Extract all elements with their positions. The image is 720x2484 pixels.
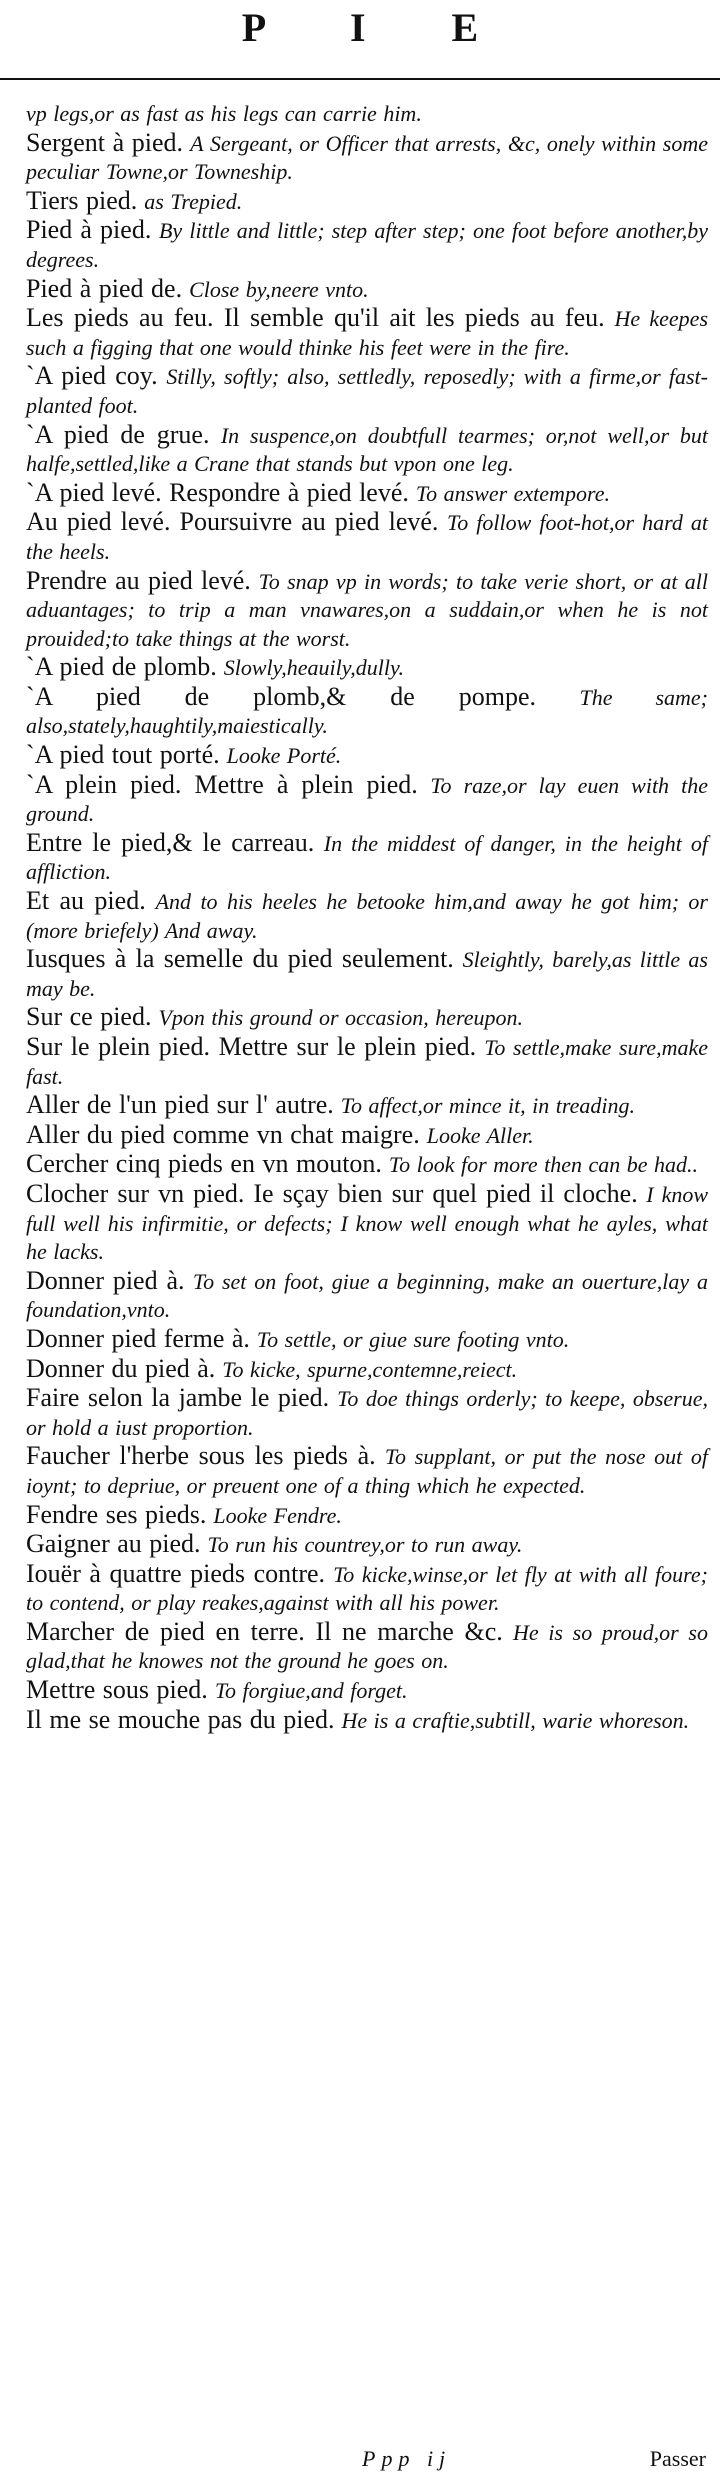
french-headword: Au pied levé. Poursuivre au pied levé.	[26, 507, 439, 537]
dictionary-entry	[26, 304, 708, 362]
dictionary-entry	[26, 129, 708, 187]
page-header	[0, 0, 720, 78]
english-definition: Slowly,heauily,dully.	[223, 655, 405, 681]
english-definition: To run his countrey,or to run away.	[207, 1532, 523, 1558]
english-definition: He is so proud,or so glad,that he knowes not the ground he goes on.	[26, 1619, 708, 1674]
french-headword: Aller du pied comme vn chat maigre.	[26, 1119, 420, 1149]
french-headword: Donner pied ferme à.	[26, 1323, 250, 1353]
french-headword: Pied à pied.	[26, 215, 152, 245]
dictionary-entry	[26, 1355, 708, 1385]
french-headword: `A pied coy.	[26, 361, 158, 391]
french-headword: Sur ce pied.	[26, 1002, 152, 1032]
french-headword: Iouër à quattre pieds contre.	[26, 1558, 326, 1588]
dictionary-entry	[26, 945, 708, 1003]
english-definition: He is a craftie,subtill, warie whoreson.	[341, 1707, 690, 1733]
page-footer	[0, 2446, 720, 2482]
english-definition: To raze,or lay euen with the ground.	[26, 772, 709, 827]
header-rule	[0, 78, 720, 80]
dictionary-entry	[26, 1442, 708, 1500]
dictionary-entry	[26, 508, 708, 566]
french-headword: Il me se mouche pas du pied.	[26, 1704, 335, 1734]
dictionary-entry	[26, 771, 708, 829]
english-definition: To settle, or giue sure footing vnto.	[256, 1326, 570, 1352]
english-definition: To set on foot, giue a beginning, make an ouerture,lay a foundation,vnto.	[26, 1268, 709, 1323]
french-headword: `A pied de grue.	[26, 419, 210, 449]
dictionary-entry	[26, 1003, 708, 1033]
english-definition: To affect,or mince it, in treading.	[340, 1093, 636, 1119]
french-headword: Donner pied à.	[26, 1265, 185, 1295]
french-headword: `A pied de plomb,& de pompe.	[26, 681, 537, 711]
english-definition: And to his heeles he betooke him,and away he got him; or (more briefely) And away.	[26, 889, 708, 943]
french-headword: Clocher sur vn pied. Ie sçay bien sur quel pied il cloche.	[26, 1178, 638, 1208]
running-head: P I E	[241, 5, 517, 50]
english-definition: To follow foot-hot,or hard at the heels.	[26, 510, 709, 564]
english-definition: Vpon this ground or occasion, hereupon.	[158, 1005, 523, 1031]
dictionary-entry	[26, 1091, 708, 1121]
dictionary-entry	[26, 1530, 708, 1560]
dictionary-entry	[26, 1121, 708, 1151]
french-headword: Sergent à pied.	[26, 127, 184, 157]
english-definition: To look for more then can be had..	[388, 1152, 698, 1178]
dictionary-entry	[26, 653, 708, 683]
french-headword: Gaigner au pied.	[26, 1529, 201, 1559]
french-headword: Et au pied.	[26, 886, 146, 916]
dictionary-entry	[26, 741, 708, 771]
english-definition: A Sergeant, or Officer that arrests, &c, onely within some peculiar Towne,or Towneship.	[26, 130, 708, 185]
english-definition: Looke Porté.	[226, 743, 342, 769]
dictionary-entry	[26, 1150, 708, 1180]
dictionary-entry	[26, 683, 708, 741]
dictionary-entry	[26, 829, 708, 887]
french-headword: Pied à pied de.	[26, 273, 183, 303]
english-definition: vp legs,or as fast as his legs can carrie him.	[26, 101, 422, 126]
english-definition: To kicke, spurne,contemne,reiect.	[222, 1356, 518, 1382]
dictionary-entry	[26, 1384, 708, 1442]
french-headword: Marcher de pied en terre. Il ne marche &c.	[26, 1616, 503, 1646]
dictionary-entry	[26, 1501, 708, 1531]
signature-mark: Ppp ij	[362, 2446, 452, 2471]
english-definition: To supplant, or put the nose out of ioynt; to depriue, or preuent one of a thing which he expected.	[26, 1444, 708, 1498]
dictionary-entry	[26, 479, 708, 509]
french-headword: `A plein pied. Mettre à plein pied.	[26, 769, 418, 799]
dictionary-entry	[26, 362, 708, 420]
english-definition: To snap vp in words; to take verie short, or at all aduantages; to trip a man vnawares,on a suddain,or when he is not prouided;to take things at the worst.	[26, 568, 708, 651]
catchword: Passer	[649, 2446, 706, 2471]
french-headword: Entre le pied,& le carreau.	[26, 827, 315, 857]
english-definition: To settle,make sure,make fast.	[26, 1035, 708, 1089]
french-headword: `A pied de plomb.	[26, 652, 217, 682]
french-headword: Tiers pied.	[26, 185, 138, 215]
dictionary-entry	[26, 1676, 708, 1706]
english-definition: To answer extempore.	[415, 480, 610, 506]
dictionary-entry	[26, 1033, 708, 1091]
english-definition: By little and little; step after step; one foot before another,by degrees.	[26, 218, 709, 272]
english-definition: Looke Aller.	[426, 1122, 534, 1148]
english-definition: Stilly, softly; also, settledly, reposedly; with a firme,or fast-planted foot.	[26, 364, 708, 418]
dictionary-column	[26, 100, 708, 1735]
dictionary-entry	[26, 1560, 708, 1618]
french-headword: Cercher cinq pieds en vn mouton.	[26, 1149, 382, 1179]
french-headword: Donner du pied à.	[26, 1353, 216, 1383]
english-definition: Close by,neere vnto.	[189, 276, 369, 302]
french-headword: Faucher l'herbe sous les pieds à.	[26, 1441, 376, 1471]
dictionary-entry	[26, 887, 708, 945]
english-definition: He keepes such a figging that one would thinke his feet were in the fire.	[26, 306, 709, 360]
french-headword: Fendre ses pieds.	[26, 1499, 207, 1529]
french-headword: Iusques à la semelle du pied seulement.	[26, 944, 454, 974]
french-headword: `A pied levé. Respondre à pied levé.	[26, 477, 409, 507]
english-definition: The same; also,stately,haughtily,maiestically.	[26, 684, 708, 739]
dictionary-entry	[26, 1706, 708, 1736]
dictionary-entry	[26, 1180, 708, 1267]
english-definition: I know full well his infirmitie, or defects; I know well enough what he ayles, what he lacks.	[26, 1181, 709, 1265]
dictionary-entry	[26, 1267, 708, 1325]
french-headword: `A pied tout porté.	[26, 740, 220, 770]
french-headword: Les pieds au feu. Il semble qu'il ait les pieds au feu.	[26, 303, 605, 333]
dictionary-entry	[26, 1618, 708, 1676]
dictionary-entry	[26, 1325, 708, 1355]
english-definition: To kicke,winse,or let fly at with all foure; to contend, or play reakes,against with all his power.	[26, 1561, 708, 1616]
english-definition: Looke Fendre.	[213, 1502, 342, 1528]
english-definition: In suspence,on doubtfull tearmes; or,not well,or but halfe,settled,like a Crane that stands but vpon one leg.	[26, 422, 708, 477]
dictionary-entry	[26, 275, 708, 305]
french-headword: Faire selon la jambe le pied.	[26, 1383, 330, 1413]
english-definition: Sleightly, barely,as little as may be.	[26, 947, 708, 1001]
english-definition: To forgiue,and forget.	[214, 1678, 408, 1704]
english-definition: as Trepied.	[144, 188, 243, 214]
french-headword: Mettre sous pied.	[26, 1675, 208, 1705]
dictionary-entry	[26, 421, 708, 479]
french-headword: Aller de l'un pied sur l' autre.	[26, 1090, 334, 1120]
dictionary-entry	[26, 187, 708, 217]
french-headword: Sur le plein pied. Mettre sur le plein pied.	[26, 1032, 477, 1061]
dictionary-entry	[26, 100, 708, 129]
english-definition: To doe things orderly; to keepe, obserue, or hold a iust proportion.	[26, 1386, 708, 1440]
dictionary-entry	[26, 567, 708, 654]
french-headword: Prendre au pied levé.	[26, 565, 251, 595]
english-definition: In the middest of danger, in the height of affliction.	[26, 830, 709, 885]
dictionary-entry	[26, 216, 708, 274]
